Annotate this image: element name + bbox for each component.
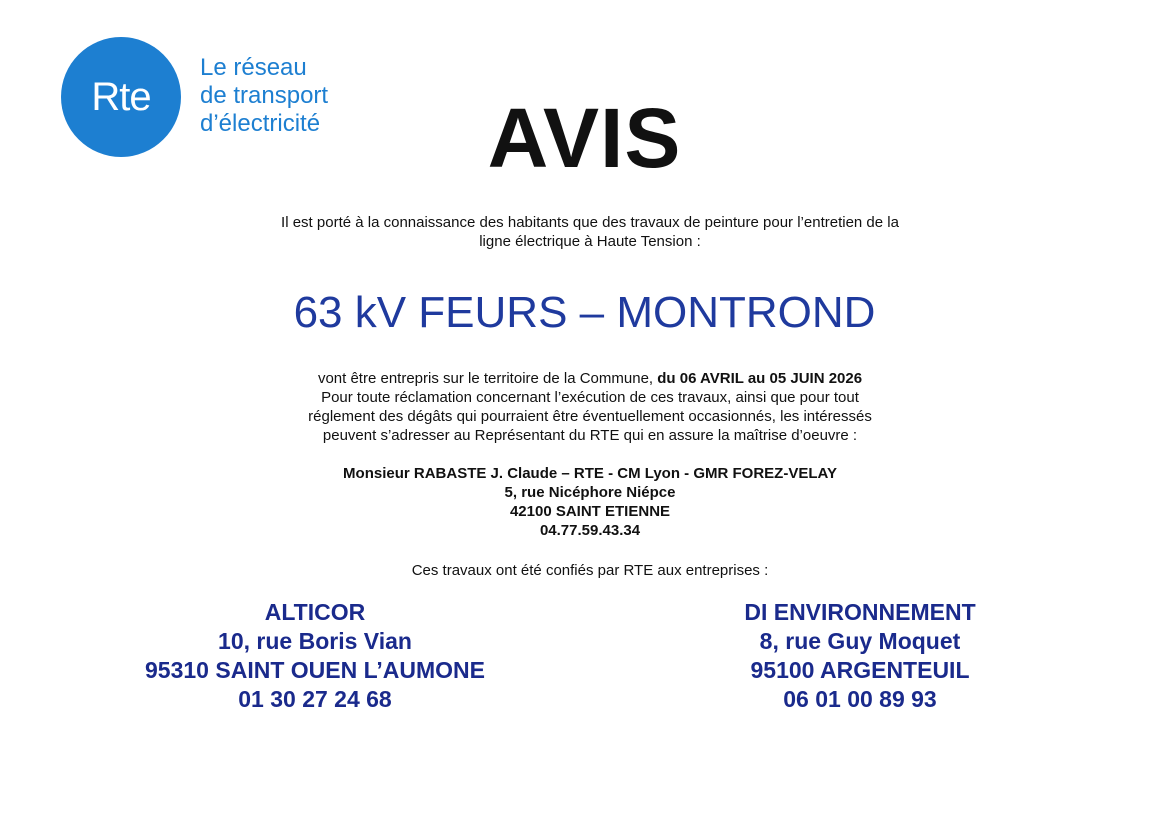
body-text — [200, 369, 980, 445]
body-line: réglement des dégâts qui pourraient être éventuellement occasionnés, les intéressés — [308, 408, 872, 425]
representative-street: 5, rue Nicéphore Niépce — [504, 484, 676, 501]
contractor-street: 10, rue Boris Vian — [218, 628, 412, 654]
contractor-phone: 06 01 00 89 93 — [783, 686, 937, 712]
representative-phone: 04.77.59.43.34 — [539, 522, 641, 539]
tagline-line: de transport — [200, 82, 329, 109]
body-line: Pour toute réclamation concernant l’exécution de ces travaux, ainsi que pour tout — [321, 389, 859, 406]
page-title: AVIS — [487, 91, 682, 185]
contractor-phone: 01 30 27 24 68 — [238, 686, 392, 712]
contractor-city: 95100 ARGENTEUIL — [750, 657, 970, 683]
contractor-street: 8, rue Guy Moquet — [759, 628, 961, 654]
body-line-prefix: vont être entrepris sur le territoire de la Commune, — [317, 370, 658, 387]
contractor-name: ALTICOR — [264, 599, 366, 625]
tagline-line: d’électricité — [200, 110, 321, 137]
intro-line: ligne électrique à Haute Tension : — [479, 233, 701, 250]
rte-logo-mark: Rte — [91, 74, 151, 119]
tagline-line: Le réseau — [200, 54, 307, 81]
contractors-intro: Ces travaux ont été confiés par RTE aux entreprises : — [411, 562, 769, 579]
intro-text — [200, 213, 980, 251]
representative-name: Monsieur RABASTE J. Claude – RTE - CM Lyon - GMR FOREZ-VELAY — [343, 465, 837, 482]
contractor-alticor — [100, 598, 530, 714]
intro-line: Il est porté à la connaissance des habitants que des travaux de peinture pour l’entretien de la — [281, 214, 899, 231]
representative-city: 42100 SAINT ETIENNE — [509, 503, 671, 520]
contractor-name: DI ENVIRONNEMENT — [744, 599, 976, 625]
work-dates: du 06 AVRIL au 05 JUIN 2026 — [657, 370, 863, 387]
contractor-di-environnement — [640, 598, 1080, 714]
contractor-city: 95310 SAINT OUEN L’AUMONE — [145, 657, 485, 683]
power-line-name: 63 kV FEURS – MONTROND — [293, 288, 876, 337]
body-line: peuvent s’adresser au Représentant du RTE qui en assure la maîtrise d’oeuvre : — [322, 427, 858, 444]
body-line — [200, 369, 980, 388]
representative-block — [250, 464, 930, 540]
